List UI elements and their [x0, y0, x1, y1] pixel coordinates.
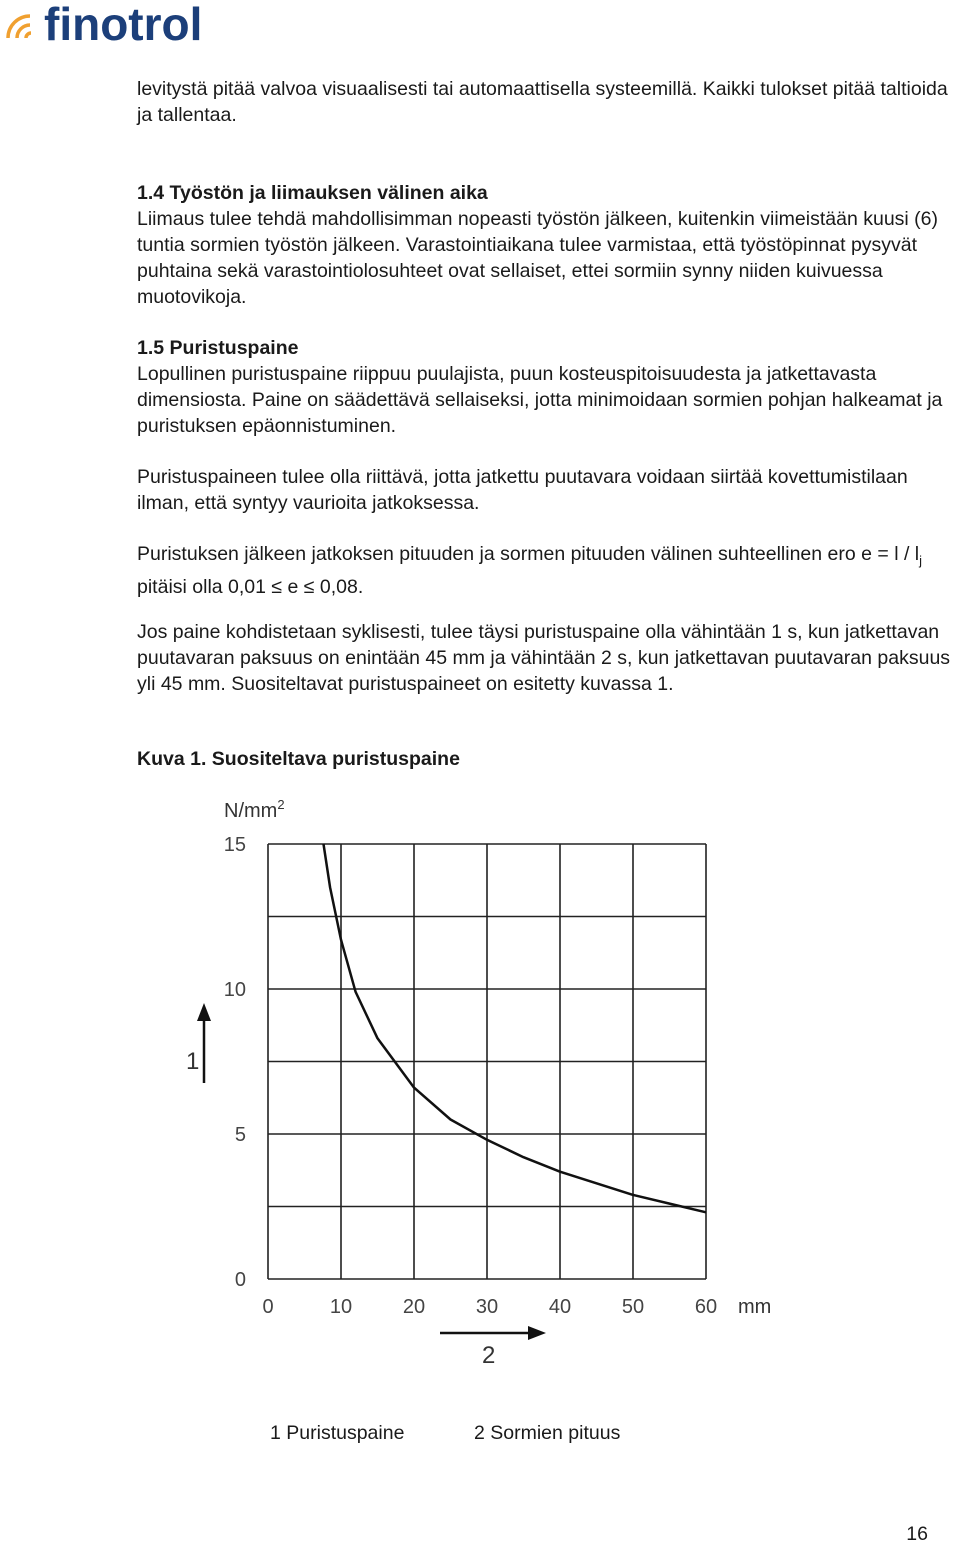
- legend-item-1: 1 Puristuspaine: [270, 1422, 405, 1444]
- legend-item-2: 2 Sormien pituus: [474, 1422, 621, 1444]
- paragraph-text: Puristuspaineen tulee olla riittävä, jotta jatkettu puutavara voidaan siirtää kovettumistilaan ilman, että syntyy vaurioita jatkoksessa.: [137, 466, 908, 514]
- ratio-subscript: j: [919, 552, 923, 568]
- y-axis-unit-superscript: 2: [277, 797, 285, 812]
- intro-text: levitystä pitää valvoa visuaalisesti tai automaattisella systeemillä. Kaikki tulokset pitää taltioida ja tallentaa.: [137, 78, 948, 126]
- section-heading: 1.5 Puristuspaine: [137, 337, 299, 359]
- x-tick-label: 10: [329, 1296, 353, 1318]
- company-logo: [4, 0, 304, 48]
- paragraph-text: Jos paine kohdistetaan syklisesti, tulee täysi puristuspaine olla vähintään 1 s, kun jatkettavan puutavaran paksuus on enintään 45 mm ja vähintään 2 s, kun jatkettavan puutavaran paksuus yli 45 mm. Suositeltavat puristuspaineet on esitetty kuvassa 1.: [137, 621, 951, 695]
- y-tick-label: 0: [234, 1269, 246, 1291]
- page-number: 16: [906, 1523, 928, 1545]
- x-tick-label: 20: [402, 1296, 426, 1318]
- pressure-chart: [180, 785, 800, 1375]
- x-tick-label: 0: [262, 1296, 274, 1318]
- section-body: Liimaus tulee tehdä mahdollisimman nopeasti työstön jälkeen, kuitenkin viimeistään kuusi (6) tuntia sormien työstön jälkeen. Varastointiaikana tulee varmistaa, että työstöpinnat pysyvät puhtaina sekä varastointiolosuhteet ovat sellaiset, ettei sormiin synny niiden kuivuessa muotovikoja.: [137, 208, 938, 308]
- y-axis-unit-text: N/mm: [224, 800, 278, 822]
- x-axis-marker: 2: [482, 1342, 496, 1369]
- x-tick-label: 50: [621, 1296, 645, 1318]
- right-arrow-icon: [528, 1326, 546, 1340]
- paragraph-ratio: [137, 541, 952, 600]
- section-1-4: [137, 180, 952, 310]
- ratio-text-b: pitäisi olla 0,01 ≤ e ≤ 0,08.: [137, 575, 364, 598]
- x-axis-unit: mm: [738, 1296, 772, 1318]
- figure-caption: Kuva 1. Suositeltava puristuspaine: [137, 748, 460, 770]
- x-tick-label: 40: [548, 1296, 572, 1318]
- paragraph-pressure: [137, 464, 952, 516]
- ratio-text-a: Puristuksen jälkeen jatkoksen pituuden ja sormen pituuden välinen suhteellinen ero e = l / l: [137, 543, 920, 565]
- section-body: Lopullinen puristuspaine riippuu puulajista, puun kosteuspitoisuudesta ja jatkettavasta dimensiosta. Paine on säädettävä sellaiseksi, jotta minimoidaan sormien pohjan halkeamat ja puristuksen epäonnistuminen.: [137, 363, 943, 437]
- y-tick-label: 10: [223, 979, 246, 1001]
- paragraph-cyclic: [137, 619, 952, 697]
- y-axis-marker: 1: [186, 1048, 200, 1075]
- pressure-curve: [324, 844, 707, 1212]
- section-heading: 1.4 Työstön ja liimauksen välinen aika: [137, 182, 488, 204]
- y-tick-label: 5: [234, 1124, 246, 1146]
- y-tick-label: 15: [223, 834, 246, 856]
- up-arrow-icon: [197, 1003, 211, 1021]
- intro-paragraph: [137, 76, 952, 128]
- x-tick-label: 60: [694, 1296, 718, 1318]
- svg-text:finotrol: finotrol: [44, 0, 203, 48]
- x-tick-label: 30: [475, 1296, 499, 1318]
- section-1-5: [137, 335, 952, 439]
- y-axis-unit: [224, 797, 285, 822]
- paragraph-text: [137, 541, 952, 600]
- axis-arrows: [197, 1003, 546, 1340]
